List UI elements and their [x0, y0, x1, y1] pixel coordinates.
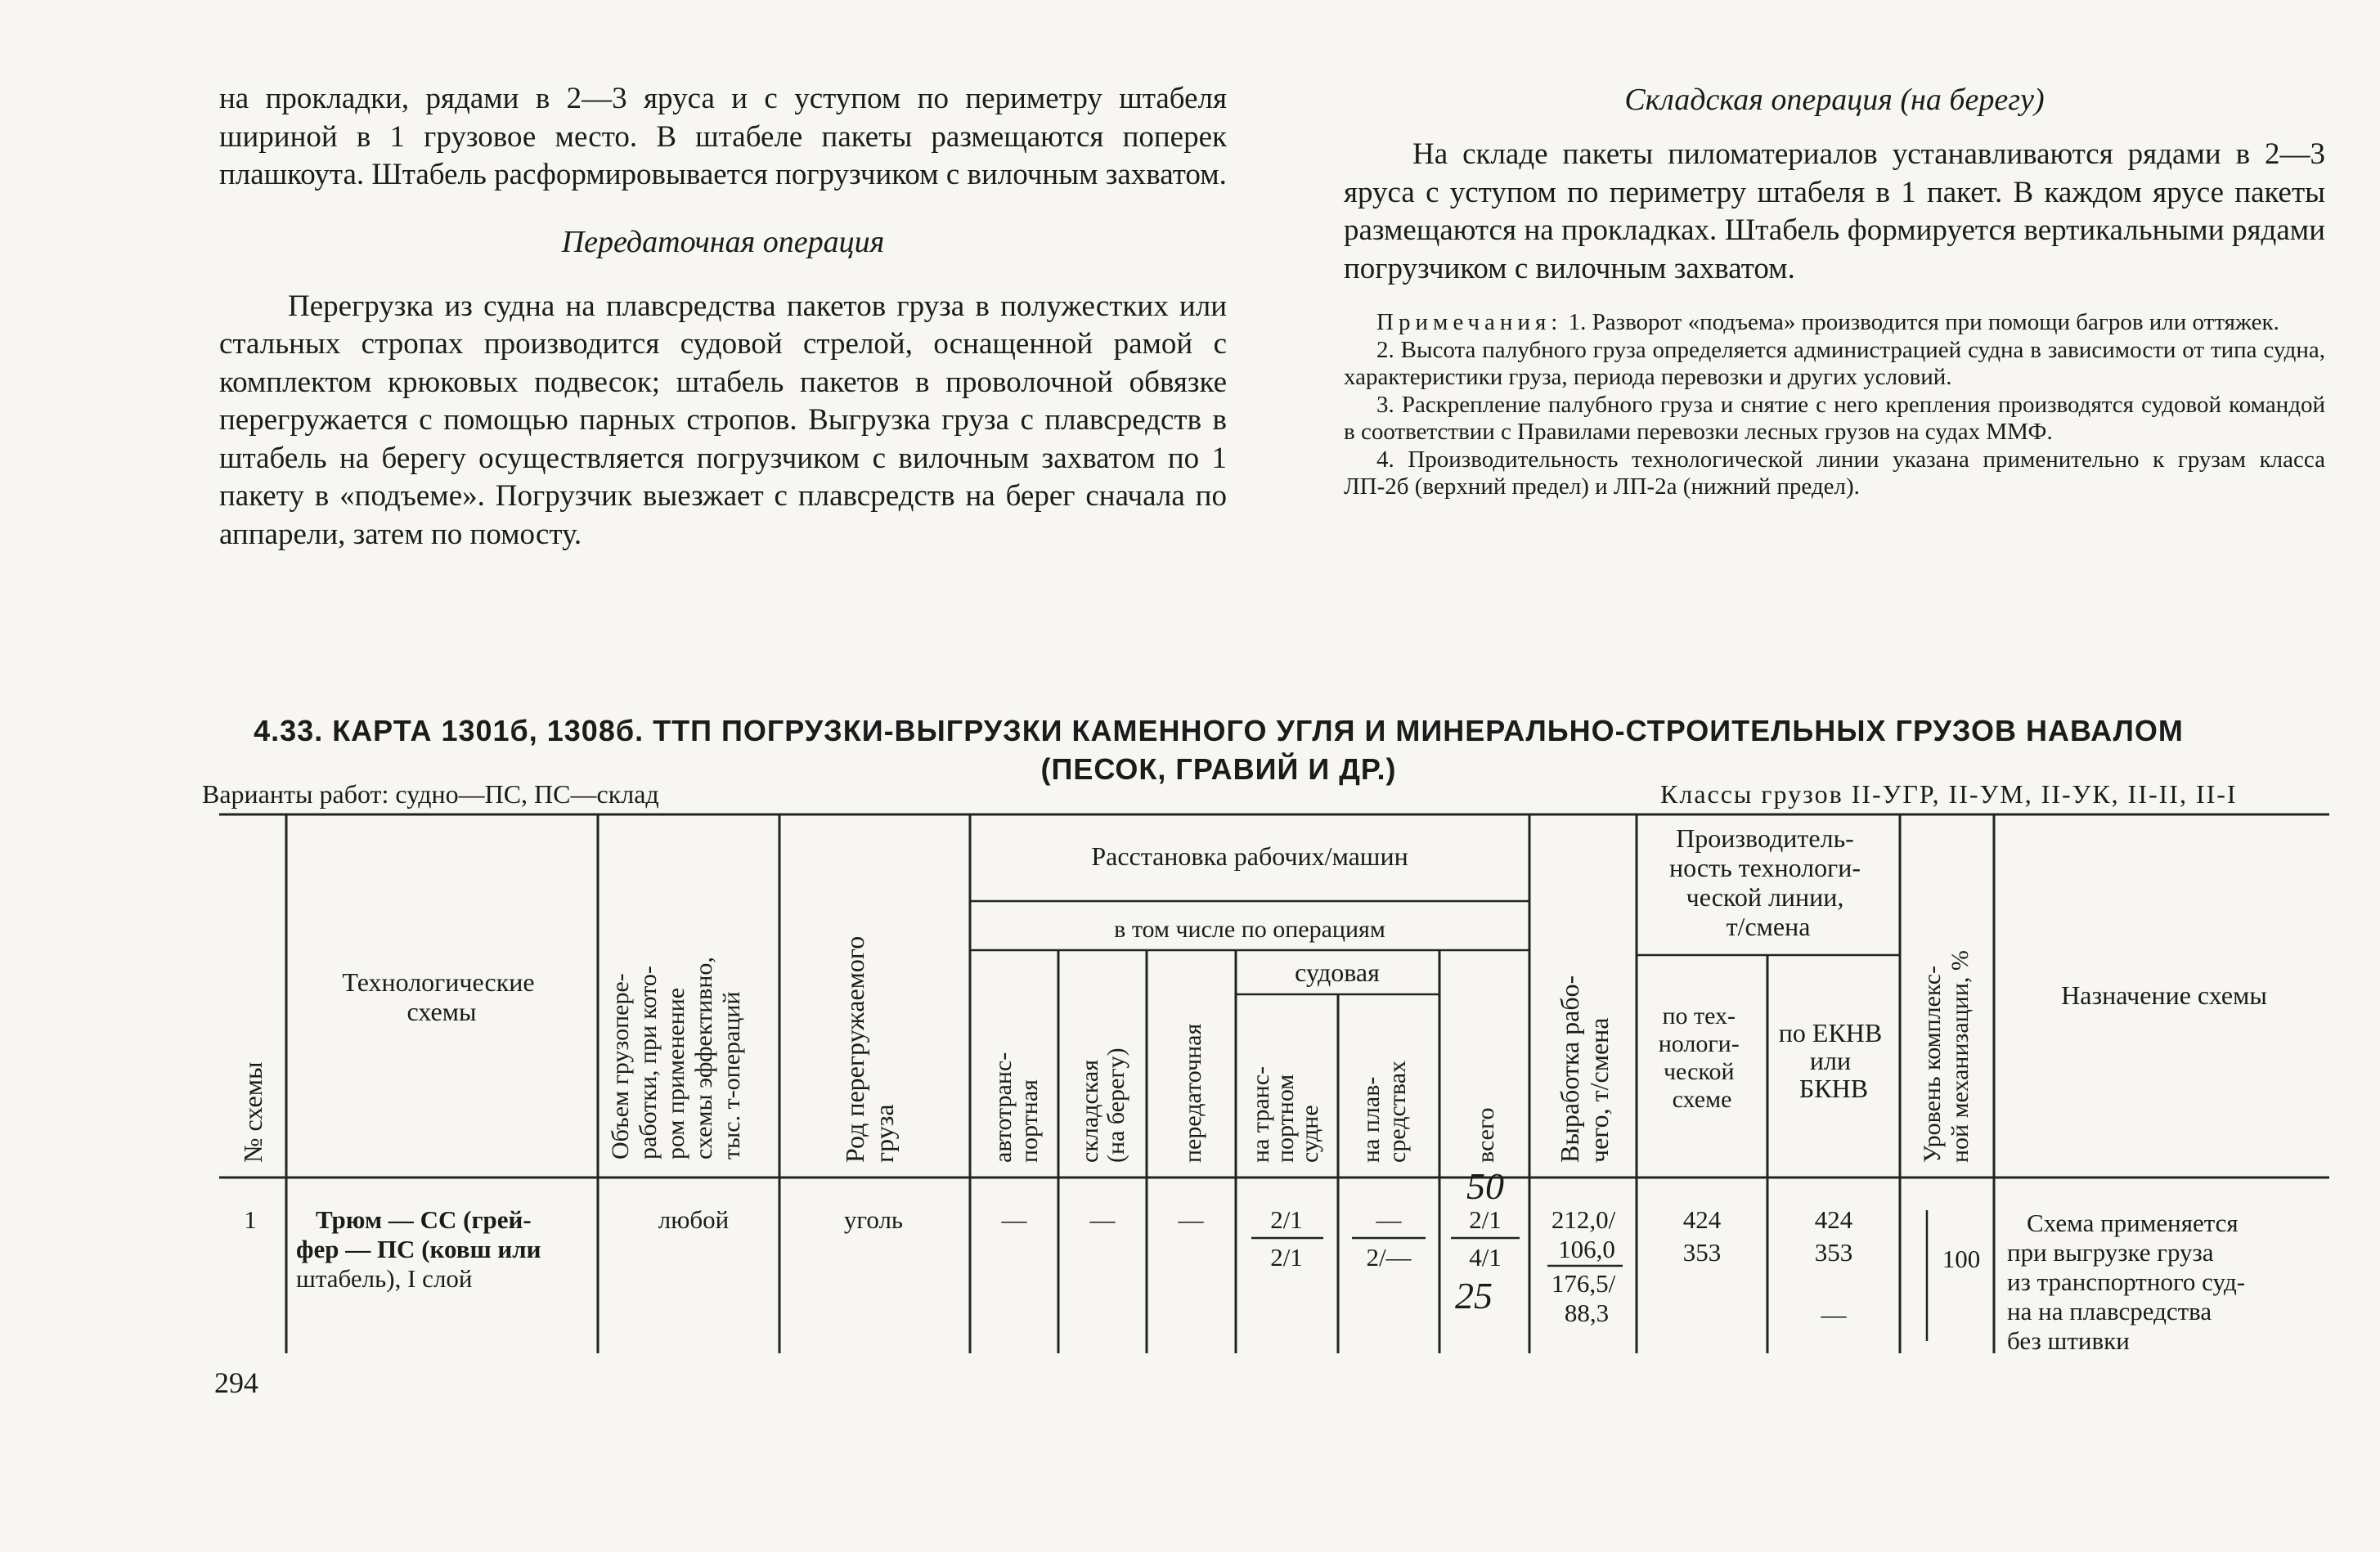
row-purpose: Схема применяется при выгрузке груза из транспортного суд- на на плавсредства без штивки: [2007, 1209, 2246, 1355]
header-by-scheme: по тех- нологи- ческой схеме: [1658, 1003, 1740, 1113]
svg-text:средствах: средствах: [1384, 1060, 1411, 1163]
header-mechanization: [1919, 950, 1974, 1163]
row-auto: —: [1001, 1205, 1027, 1234]
transfer-operation-paragraph: Перегрузка из судна на плавсредства пакетов груза в полужестких или стальных стропах производится судовой стрелой, оснащенной рамой с комплектом крюковых подвесок; штабель пакетов в проволочной обвязке перегружается с помощью парных стропов. Выгрузка груза с плавсредств в штабель на берегу осуществляется погрузчиком с вилочным захватом по 1 пакету в «подъеме». Погрузчик выезжает с плавсредств на берег сначала по аппарели, затем по помосту.: [219, 289, 1227, 551]
svg-text:(на берегу): (на берегу): [1102, 1047, 1129, 1163]
svg-text:схемы эффективно,: схемы эффективно,: [690, 957, 717, 1160]
svg-text:Род перегружаемого: Род перегружаемого: [840, 935, 869, 1163]
header-scheme-number: № схемы: [238, 1061, 267, 1163]
intro-paragraph: на прокладки, рядами в 2—3 яруса и с уступом по периметру штабеля шириной в 1 грузовое место. В штабеле пакеты размещаются поперек плашкоута. Штабель расформировывается погрузчиком с вилочным захватом.: [219, 82, 1227, 191]
header-transport-ship: [1247, 1066, 1323, 1163]
header-total: всего: [1472, 1107, 1499, 1163]
row-floating-2: 2/—: [1366, 1243, 1412, 1272]
svg-text:Объем грузопере-: Объем грузопере-: [607, 973, 634, 1160]
svg-text:Уровень комплекс-: Уровень комплекс-: [1919, 965, 1946, 1163]
svg-text:ной механизации, %: ной механизации, %: [1947, 950, 1974, 1163]
row-output-3: 176,5/: [1551, 1269, 1616, 1298]
section-title: [147, 711, 2290, 788]
svg-text:складская: складская: [1076, 1060, 1103, 1163]
svg-text:на транс-: на транс-: [1247, 1065, 1274, 1163]
header-ship: судовая: [1295, 958, 1380, 987]
notes-label: Примечания:: [1376, 309, 1563, 335]
row-total-2: 4/1: [1469, 1243, 1502, 1272]
header-by-operation: в том числе по операциям: [1114, 916, 1385, 943]
row-prod-scheme-2: 353: [1682, 1238, 1722, 1267]
note-4: 4. Производительность технологической линии указана применительно к грузам класса ЛП-2б (верхний предел) и ЛП-2а (нижний предел).: [1344, 446, 2325, 500]
header-warehouse: [1076, 1047, 1129, 1163]
transfer-operation-heading: Передаточная операция: [561, 224, 885, 259]
left-column: [219, 80, 1227, 554]
header-productivity: Производитель- ность технологи- ческой линии, т/смена: [1668, 823, 1861, 941]
note-1: Примечания: 1. Разворот «подъема» производится при помощи багров или оттяжек.: [1376, 309, 2279, 335]
svg-text:автотранс-: автотранс-: [990, 1052, 1017, 1163]
row-volume: любой: [658, 1205, 730, 1234]
row-output-2: 106,0: [1558, 1235, 1615, 1263]
header-auto: [990, 1052, 1043, 1163]
header-purpose: Назначение схемы: [2061, 980, 2267, 1010]
warehouse-operation-paragraph: На складе пакеты пиломатериалов устанавливаются рядами в 2—3 яруса с уступом по периметру штабеля в 1 пакет. В каждом ярусе пакеты размещаются на прокладках. Штабель формируется вертикальными рядами погрузчиком с вилочным захватом.: [1344, 137, 2325, 285]
note-3: 3. Раскрепление палубного груза и снятие с него крепления производятся судовой командой в соответствии с Правилами перевозки лесных грузов на судах ММФ.: [1344, 391, 2325, 445]
warehouse-operation-heading: Складская операция (на берегу): [1624, 83, 2045, 117]
right-column: [1344, 80, 2325, 501]
section-title-line-2: (ПЕСОК, ГРАВИЙ И ДР.): [1040, 752, 1397, 786]
handwritten-note-1: 50: [1466, 1165, 1504, 1207]
technology-card-table: [219, 810, 2329, 1366]
header-transfer: передаточная: [1179, 1023, 1206, 1163]
svg-text:тыс. т-операций: тыс. т-операций: [718, 991, 745, 1160]
row-prod-ekvn-3: —: [1821, 1300, 1847, 1329]
svg-text:чего, т/смена: чего, т/смена: [1584, 1017, 1614, 1163]
svg-text:судне: судне: [1296, 1105, 1323, 1163]
row-prod-scheme-1: 424: [1682, 1205, 1722, 1234]
row-transport-ship-1: 2/1: [1270, 1205, 1303, 1234]
svg-text:на плав-: на плав-: [1358, 1076, 1385, 1163]
row-output-1: 212,0/: [1551, 1205, 1616, 1234]
row-total-1: 2/1: [1469, 1205, 1502, 1234]
svg-text:ром применение: ром применение: [662, 987, 689, 1160]
section-title-line-1: 4.33. КАРТА 1301б, 1308б. ТТП ПОГРУЗКИ-ВЫГРУЗКИ КАМЕННОГО УГЛЯ И МИНЕРАЛЬНО-СТРОИТЕЛЬНЫХ ГРУЗОВ НАВАЛОМ: [254, 714, 2184, 747]
row-cargo: уголь: [843, 1205, 904, 1234]
header-volume: [607, 957, 745, 1160]
header-floating: [1358, 1061, 1411, 1163]
svg-text:Выработка рабо-: Выработка рабо-: [1555, 975, 1584, 1163]
row-mechanization: 100: [1942, 1245, 1981, 1273]
header-output: [1555, 976, 1614, 1163]
row-warehouse: —: [1089, 1205, 1116, 1234]
row-number: 1: [244, 1205, 257, 1234]
cargo-classes: Классы грузов II-УГР, II-УМ, II-УК, II-II, II-I: [1660, 779, 2238, 809]
row-prod-ekvn-1: 424: [1814, 1205, 1853, 1234]
svg-text:работки, при кото-: работки, при кото-: [635, 966, 662, 1160]
header-cargo: [840, 936, 899, 1163]
page-number: 294: [214, 1366, 258, 1399]
svg-text:портном: портном: [1272, 1074, 1299, 1163]
row-transport-ship-2: 2/1: [1270, 1243, 1303, 1272]
handwritten-note-2: 25: [1455, 1275, 1493, 1317]
svg-text:груза: груза: [869, 1104, 899, 1163]
row-output-4: 88,3: [1564, 1299, 1610, 1327]
header-ekvn: по ЕКНВ или БКНВ: [1778, 1018, 1883, 1103]
header-placement: Расстановка рабочих/машин: [1091, 841, 1408, 871]
header-schemes: Технологические схемы: [342, 967, 535, 1026]
work-variants: Варианты работ: судно—ПС, ПС—склад: [202, 779, 659, 809]
row-transfer: —: [1178, 1205, 1204, 1234]
svg-text:портная: портная: [1016, 1079, 1043, 1163]
row-floating-1: —: [1376, 1205, 1402, 1234]
row-prod-ekvn-2: 353: [1814, 1238, 1853, 1267]
row-scheme: Трюм — СС (грей- фер — ПС (ковш или штабель), I слой: [296, 1205, 541, 1293]
note-2: 2. Высота палубного груза определяется администрацией судна в зависимости от типа судна, характеристики груза, периода перевозки и других условий.: [1344, 336, 2325, 390]
notes-block: [1344, 309, 2325, 501]
